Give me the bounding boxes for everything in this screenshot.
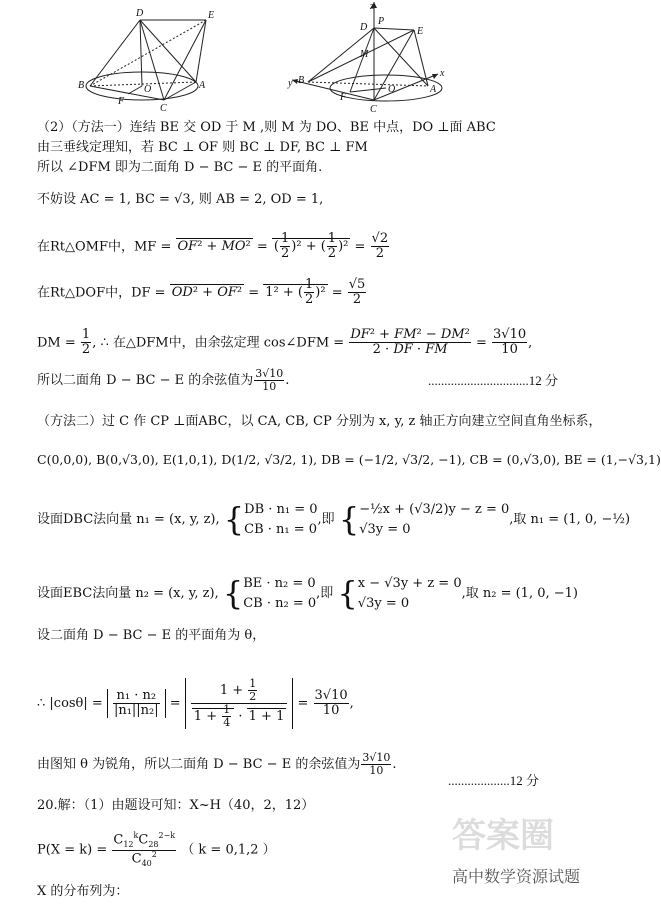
normal-vector-2: 设面EBC法向量 n₂ = (x, y, z), {BE · n₂ = 0 CB · n₂ = 0,即 {x − √3y + z = 0 √3y = 0,取 n₂ = (1, 0, −1) <box>37 574 578 613</box>
label: −½x + (√3/2)y − z = 0 <box>359 502 510 517</box>
formula-mf: 在Rt△OMF中，MF = OF² + MO² = ( $\frac{1}{2}$ )² + ( $\frac{1}{2}$ )² = $\frac{√2}{2}$ <box>37 231 389 262</box>
formula-cos-dfm: DM = $\frac{1}{2}$ , ∴ 在△DFM中，由余弦定理 cos∠DFM = $\frac{\text{DF² + FM² − DM²}}{2 \cdot DF \cdot FM}$ = $\frac{3√10}{10}$ , <box>37 327 533 358</box>
svg-text:O: O <box>388 84 396 95</box>
left-pyramid-figure <box>70 0 220 112</box>
text-line: 不妨设 AC = 1, BC = √3, 则 AB = 2, OD = 1, <box>37 192 324 207</box>
label: P(X = k) = <box>37 842 108 858</box>
svg-text:z: z <box>370 1 374 12</box>
label: ,即 <box>317 512 335 527</box>
svg-text:M: M <box>360 49 369 60</box>
text-line: 由三垂线定理知，若 BC ⊥ OF 则 BC ⊥ DF, BC ⊥ FM <box>37 140 368 155</box>
formula-df: 在Rt△DOF中，DF = OD² + OF² = 1² + ( $\frac{1}{2}$ )² = $\frac{√5}{2}$ <box>37 277 366 308</box>
svg-text:F: F <box>340 92 347 103</box>
right-coordinate-figure <box>290 0 490 115</box>
label: BE · n₂ = 0 <box>243 576 316 591</box>
text-line: X 的分布列为： <box>37 884 129 899</box>
label: （ k = 0,1,2 ） <box>181 842 276 858</box>
watermark-logo: 答案圈 <box>452 816 554 856</box>
svg-text:y: y <box>288 78 293 89</box>
svg-text:E: E <box>417 26 424 37</box>
text-line: （2）（方法一）连结 BE 交 OD 于 M ,则 M 为 DO、BE 中点，DO ⊥面 ABC <box>37 120 496 135</box>
score-mark: ...............................12 分 <box>428 373 559 388</box>
label: ,取 n₂ = (1, 0, −1) <box>461 586 578 601</box>
label: ,取 n₁ = (1, 0, −½) <box>509 512 631 527</box>
svg-text:F: F <box>118 96 125 107</box>
label: 由图知 θ 为锐角，所以二面角 D − BC − E 的余弦值为 <box>37 757 361 773</box>
svg-text:C: C <box>160 103 167 114</box>
result-line-2: 由图知 θ 为锐角，所以二面角 D − BC − E 的余弦值为 $\frac{3√10}{10}$ . <box>37 751 397 778</box>
svg-text:B: B <box>298 75 305 86</box>
label: CB · n₂ = 0 <box>243 595 317 611</box>
svg-text:C: C <box>370 104 377 115</box>
normal-vector-1: 设面DBC法向量 n₁ = (x, y, z), {DB · n₁ = 0 CB · n₁ = 0,即 {−½x + (√3/2)y − z = 0 √3y = 0,取 n₁ = (1, 0, −½) <box>37 500 631 539</box>
label: , ∴ 在△DFM中，由余弦定理 cos∠DFM = <box>92 335 345 351</box>
svg-text:B: B <box>78 80 85 91</box>
text-line: 所以 ∠DFM 即为二面角 D − BC − E 的平面角. <box>37 160 323 175</box>
figures <box>70 0 490 118</box>
label: 在Rt△OMF中，MF = <box>37 239 172 255</box>
label: 设面EBC法向量 n₂ = (x, y, z), <box>37 586 219 601</box>
score-mark-2: ...................12 分 <box>448 773 540 788</box>
result-line: 所以二面角 D − BC − E 的余弦值为 $\frac{3√10}{10}$ . <box>37 367 290 394</box>
label: √3y = 0 <box>357 595 410 611</box>
svg-text:P: P <box>378 16 385 27</box>
label: x − √3y + z = 0 <box>357 576 462 591</box>
question-20: 20.解：（1）由题设可知：X~H（40，2，12） <box>37 798 315 813</box>
svg-text:A: A <box>430 84 437 95</box>
label: 所以二面角 D − BC − E 的余弦值为 <box>37 373 254 389</box>
label: ,即 <box>316 586 334 601</box>
formula-hypergeometric: P(X = k) = $\frac{C_{12}^kC_{28}^{2-k}}{C_{40}^2}$ （ k = 0,1,2 ） <box>37 831 276 868</box>
watermark-text: 高中数学资源试题 <box>452 867 581 886</box>
label: DB · n₁ = 0 <box>244 502 318 517</box>
svg-text:D: D <box>136 8 144 19</box>
formula-cos-theta: ∴ |cosθ| = $\frac{\text{n₁ · n₂}}{\text{|n₁||n₂|}}$ = 1 + $\frac{1}{2}$ 1 + $\frac{1}{4}$ · 1 + 1 = $\frac{3√10}{10}$ , <box>37 677 354 730</box>
label: ∴ |cosθ| = <box>37 696 103 712</box>
text-line: 设二面角 D − BC − E 的平面角为 θ， <box>37 628 266 643</box>
label: √3y = 0 <box>359 521 411 537</box>
label: DM = <box>37 335 76 351</box>
label: 设面DBC法向量 n₁ = (x, y, z), <box>37 512 220 527</box>
svg-text:A: A <box>199 80 206 91</box>
svg-text:O: O <box>144 84 152 95</box>
coordinates-line: C(0,0,0), B(0,√3,0), E(1,0,1), D(1/2, √3/2, 1), DB = (−1/2, √3/2, −1), CB = (0,√3,0), BE = (1,−√3,1) <box>37 452 661 467</box>
label: 在Rt△DOF中，DF = <box>37 285 166 301</box>
svg-text:E: E <box>208 10 215 21</box>
svg-text:x: x <box>440 68 445 79</box>
text-line: （方法二）过 C 作 CP ⊥面ABC，以 CA, CB, CP 分别为 x, y, z 轴正方向建立空间直角坐标系， <box>37 414 602 429</box>
svg-text:D: D <box>360 22 368 33</box>
label: CB · n₁ = 0 <box>244 521 318 537</box>
